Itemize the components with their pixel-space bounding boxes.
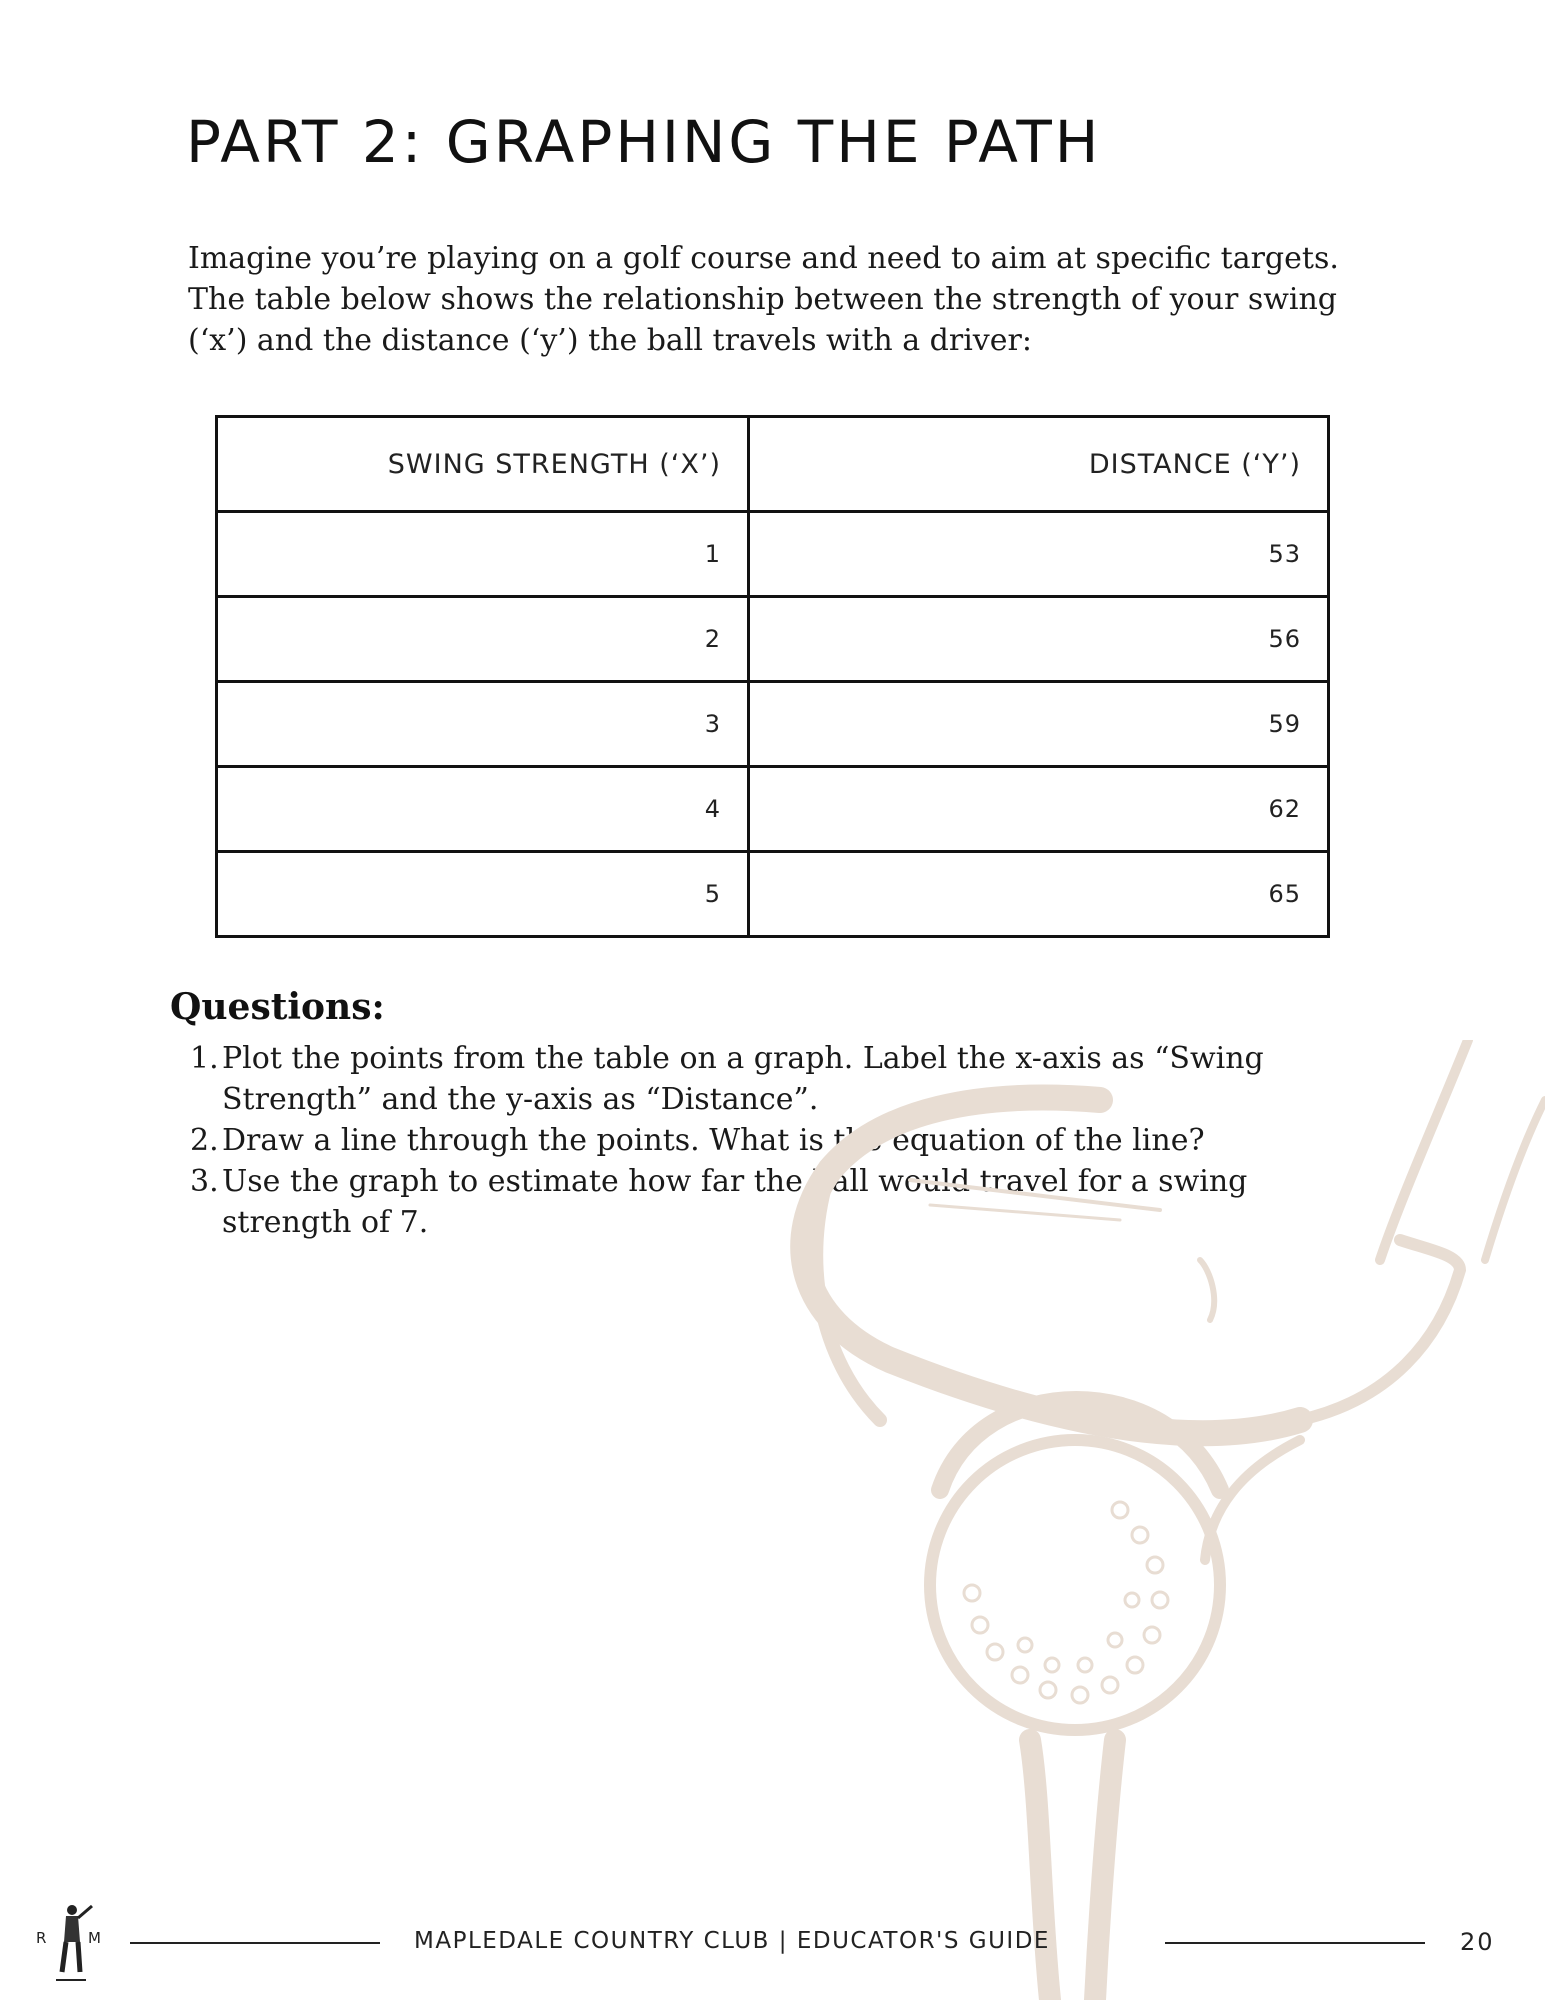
cell-swing-strength: 3 [217,682,749,767]
cell-distance: 59 [749,682,1329,767]
question-number: 3. [190,1164,219,1199]
footer-divider-left [130,1942,380,1944]
cell-distance: 62 [749,767,1329,852]
svg-text:M: M [88,1929,101,1947]
table-row [217,767,1329,852]
question-text: Use the graph to estimate how far the ball would travel for a swing strength of 7. [222,1164,1248,1240]
page-title: PART 2: GRAPHING THE PATH [186,108,1102,176]
cell-swing-strength: 1 [217,512,749,597]
table-header-row [217,417,1329,512]
footer-text: MAPLEDALE COUNTRY CLUB | EDUCATOR'S GUIDE [414,1928,1050,1954]
table-row [217,512,1329,597]
intro-paragraph: Imagine you’re playing on a golf course and need to aim at specific targets. The table below shows the relationship between the strength of your swing (‘x’) and the distance (‘y’) the ball travels with a driver: [188,241,1339,358]
club-logo-icon [36,1902,106,1990]
question-text: Plot the points from the table on a graph. Label the x-axis as “Swing Strength” and the y-axis as “Distance”. [222,1041,1264,1117]
table-row [217,682,1329,767]
svg-text:R: R [36,1929,47,1947]
golf-illustration [740,1040,1545,2000]
cell-distance: 53 [749,512,1329,597]
table-row [217,852,1329,937]
footer-divider-right [1165,1942,1425,1944]
question-number: 2. [190,1123,219,1158]
cell-distance: 56 [749,597,1329,682]
cell-swing-strength: 5 [217,852,749,937]
cell-distance: 65 [749,852,1329,937]
cell-swing-strength: 2 [217,597,749,682]
question-text: Draw a line through the points. What is the equation of the line? [222,1123,1205,1158]
data-table [215,415,1330,938]
cell-swing-strength: 4 [217,767,749,852]
column-header-swing-strength: SWING STRENGTH (‘X’) [217,417,749,512]
questions-heading: Questions: [170,986,385,1028]
page-number: 20 [1460,1928,1495,1956]
table-row [217,597,1329,682]
question-number: 1. [190,1041,219,1076]
column-header-distance: DISTANCE (‘Y’) [749,417,1329,512]
